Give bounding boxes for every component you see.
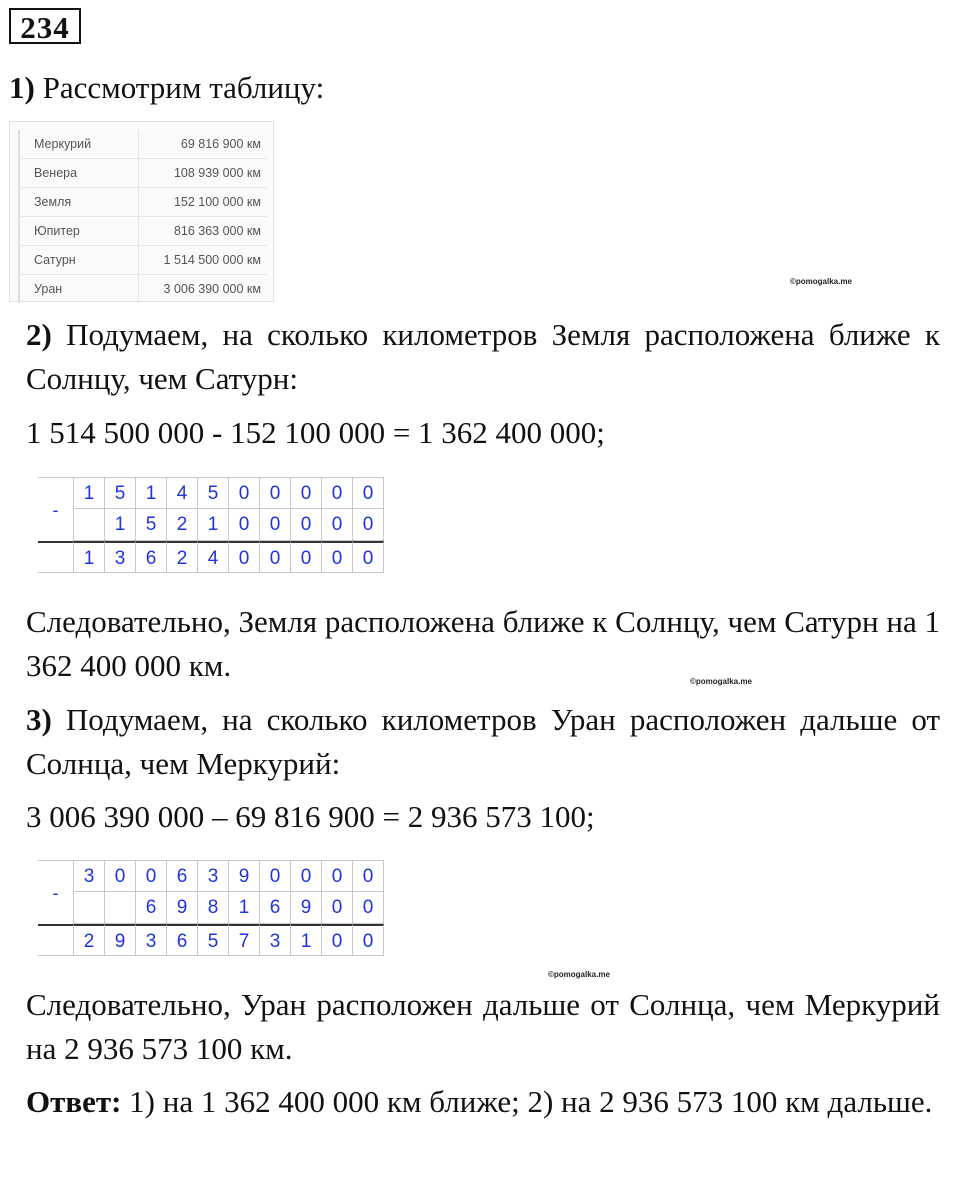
digit-cell: 0 bbox=[260, 509, 291, 541]
planet-distance: 69 816 900 км bbox=[180, 137, 261, 151]
part1-text: Рассмотрим таблицу: bbox=[42, 70, 325, 105]
digit-cell: 0 bbox=[105, 860, 136, 892]
digit-cell: 6 bbox=[136, 541, 167, 573]
digit-cell bbox=[105, 892, 136, 924]
digit-cell: 5 bbox=[105, 477, 136, 509]
digit-cell: 3 bbox=[105, 541, 136, 573]
task-number: 234 bbox=[9, 8, 81, 44]
digit-cell: 0 bbox=[353, 509, 384, 541]
table-row bbox=[18, 188, 267, 217]
digit-cell: 1 bbox=[291, 924, 322, 956]
digit-cell: 6 bbox=[136, 892, 167, 924]
grid-row-minuend bbox=[38, 860, 384, 903]
planet-name: Сатурн bbox=[18, 246, 139, 274]
planet-name: Земля bbox=[18, 188, 139, 216]
digit-cell: 2 bbox=[167, 541, 198, 573]
digit-cell: 9 bbox=[167, 892, 198, 924]
planet-distance: 3 006 390 000 км bbox=[163, 282, 261, 296]
table-row bbox=[18, 246, 267, 275]
digit-cell: 0 bbox=[353, 477, 384, 509]
minus-sign: - bbox=[38, 477, 74, 541]
watermark: ©pomogalka.me bbox=[790, 277, 852, 286]
digit-cell: 3 bbox=[74, 860, 105, 892]
digit-cell: 0 bbox=[353, 892, 384, 924]
digit-cell: 4 bbox=[198, 541, 229, 573]
digit-cell: 0 bbox=[322, 924, 353, 956]
digit-cell: 6 bbox=[167, 924, 198, 956]
planet-name: Меркурий bbox=[18, 130, 139, 158]
digit-cell bbox=[74, 509, 105, 541]
digit-cell: 0 bbox=[353, 541, 384, 573]
digit-cell: 0 bbox=[291, 509, 322, 541]
digit-cell: 0 bbox=[229, 541, 260, 573]
grid-row-minuend bbox=[38, 477, 384, 520]
part3-paragraph bbox=[26, 698, 940, 786]
digit-cell: 0 bbox=[136, 860, 167, 892]
digit-cell: 5 bbox=[136, 509, 167, 541]
answer-label: Ответ: bbox=[26, 1084, 122, 1119]
minus-sign: - bbox=[38, 860, 74, 924]
digit-cell: 0 bbox=[291, 860, 322, 892]
part2-paragraph bbox=[26, 313, 940, 401]
part1-heading bbox=[9, 66, 324, 110]
part2-label: 2) bbox=[26, 317, 52, 352]
table-row bbox=[18, 130, 267, 159]
digit-cell: 6 bbox=[167, 860, 198, 892]
digit-cell: 0 bbox=[291, 541, 322, 573]
digit-cell: 0 bbox=[322, 509, 353, 541]
table-row bbox=[18, 217, 267, 246]
digit-cell: 6 bbox=[260, 892, 291, 924]
digit-cell: 7 bbox=[229, 924, 260, 956]
digit-cell bbox=[74, 892, 105, 924]
digit-cell: 0 bbox=[229, 509, 260, 541]
grid-row-subtrahend bbox=[74, 892, 384, 924]
part2-conclusion: Следовательно, Земля расположена ближе к Солнцу, чем Сатурн на 1 362 400 000 км. bbox=[26, 604, 940, 683]
digit-cell: 2 bbox=[74, 924, 105, 956]
grid-row-result bbox=[38, 541, 384, 573]
digit-cell: 1 bbox=[136, 477, 167, 509]
part1-label: 1) bbox=[9, 70, 35, 105]
digit-cell: 8 bbox=[198, 892, 229, 924]
watermark: ©pomogalka.me bbox=[548, 970, 610, 979]
planet-distance-table bbox=[9, 121, 274, 302]
digit-cell: 0 bbox=[322, 477, 353, 509]
planet-distance: 816 363 000 км bbox=[173, 224, 261, 238]
planet-distance: 152 100 000 км bbox=[173, 195, 261, 209]
digit-cell: 0 bbox=[322, 892, 353, 924]
digit-cell: 2 bbox=[167, 509, 198, 541]
digit-cell: 4 bbox=[167, 477, 198, 509]
digit-cell: 1 bbox=[198, 509, 229, 541]
empty-cell bbox=[38, 541, 74, 573]
digit-cell: 1 bbox=[229, 892, 260, 924]
digit-cell: 0 bbox=[322, 860, 353, 892]
digit-cell: 5 bbox=[198, 477, 229, 509]
digit-cell: 3 bbox=[260, 924, 291, 956]
digit-cell: 0 bbox=[260, 860, 291, 892]
digit-cell: 0 bbox=[229, 477, 260, 509]
grid-row-result bbox=[38, 924, 384, 956]
part2-equation: 1 514 500 000 - 152 100 000 = 1 362 400 000; bbox=[26, 415, 605, 450]
digit-cell: 5 bbox=[198, 924, 229, 956]
planet-distance: 108 939 000 км bbox=[173, 166, 261, 180]
digit-cell: 9 bbox=[229, 860, 260, 892]
part2-text: Подумаем, на сколько километров Земля расположена ближе к Солнцу, чем Сатурн: bbox=[26, 317, 940, 396]
planet-name: Венера bbox=[18, 159, 139, 187]
digit-cell: 9 bbox=[291, 892, 322, 924]
digit-cell: 1 bbox=[74, 477, 105, 509]
digit-cell: 0 bbox=[353, 860, 384, 892]
answer-text: 1) на 1 362 400 000 км ближе; 2) на 2 936 573 100 км дальше. bbox=[129, 1084, 933, 1119]
digit-cell: 1 bbox=[105, 509, 136, 541]
answer-paragraph bbox=[26, 1080, 940, 1124]
digit-cell: 0 bbox=[322, 541, 353, 573]
subtraction-grid-2 bbox=[38, 860, 384, 956]
watermark: ©pomogalka.me bbox=[690, 677, 752, 686]
subtraction-grid-1 bbox=[38, 477, 384, 573]
grid-row-subtrahend bbox=[74, 509, 384, 541]
part3-text: Подумаем, на сколько километров Уран расположен дальше от Солнца, чем Меркурий: bbox=[26, 702, 940, 781]
digit-cell: 3 bbox=[136, 924, 167, 956]
part3-equation: 3 006 390 000 – 69 816 900 = 2 936 573 100; bbox=[26, 799, 595, 834]
digit-cell: 0 bbox=[353, 924, 384, 956]
empty-cell bbox=[38, 924, 74, 956]
part3-conclusion: Следовательно, Уран расположен дальше от Солнца, чем Меркурий на 2 936 573 100 км. bbox=[26, 987, 940, 1066]
planet-name: Юпитер bbox=[18, 217, 139, 245]
planet-distance: 1 514 500 000 км bbox=[163, 253, 261, 267]
digit-cell: 0 bbox=[260, 477, 291, 509]
digit-cell: 9 bbox=[105, 924, 136, 956]
digit-cell: 0 bbox=[291, 477, 322, 509]
part3-label: 3) bbox=[26, 702, 52, 737]
planet-name: Уран bbox=[18, 275, 139, 303]
table-row bbox=[18, 159, 267, 188]
digit-cell: 1 bbox=[74, 541, 105, 573]
table-row bbox=[18, 275, 267, 303]
digit-cell: 0 bbox=[260, 541, 291, 573]
digit-cell: 3 bbox=[198, 860, 229, 892]
